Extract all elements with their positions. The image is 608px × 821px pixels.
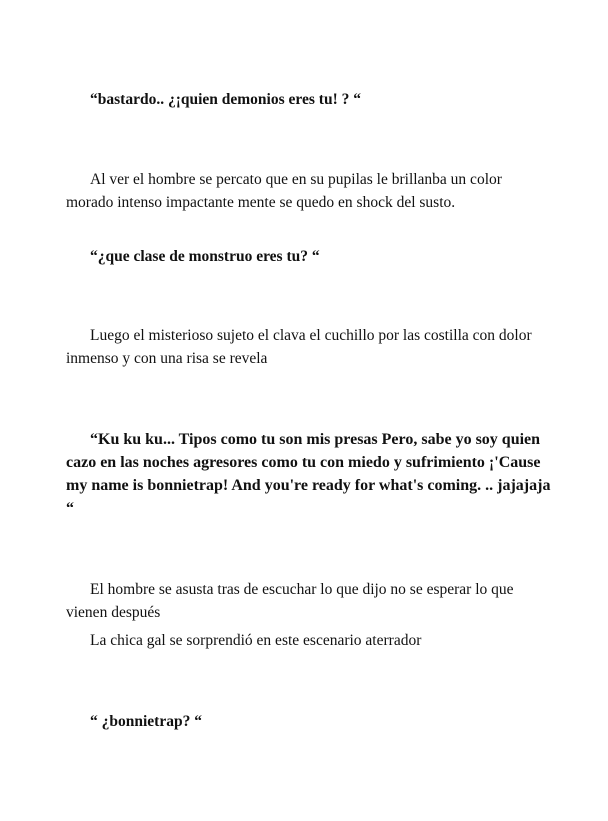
text-line: “¿que clase de monstruo eres tu? “ — [90, 248, 320, 265]
text-line: “ ¿bonnietrap? “ — [90, 713, 202, 730]
dialogue-paragraph-4 — [90, 710, 202, 733]
text-line: morado intenso impactante mente se quedo en shock del susto. — [66, 194, 456, 211]
dialogue-paragraph-1 — [90, 88, 361, 111]
narration-paragraph-3 — [66, 578, 514, 652]
narration-paragraph-1 — [66, 168, 502, 214]
text-line: cazo en las noches agresores como tu con miedo y sufrimiento ¡'Cause — [66, 454, 541, 471]
dialogue-paragraph-2 — [90, 245, 320, 268]
text-line: inmenso y con una risa se revela — [66, 350, 268, 367]
text-line: my name is bonnietrap! And you're ready for what's coming. .. jajajaja — [66, 477, 551, 494]
text-line: Luego el misterioso sujeto el clava el cuchillo por las costilla con dolor — [90, 327, 532, 344]
text-line: La chica gal se sorprendió en este escenario aterrador — [90, 632, 422, 649]
text-line: El hombre se asusta tras de escuchar lo que dijo no se esperar lo que — [90, 581, 514, 598]
text-line: “bastardo.. ¿¡quien demonios eres tu! ? “ — [90, 91, 361, 108]
narration-paragraph-2 — [66, 324, 532, 370]
text-line: “ — [66, 500, 74, 517]
text-line: “Ku ku ku... Tipos como tu son mis presas Pero, sabe yo soy quien — [90, 431, 541, 448]
text-line: Al ver el hombre se percato que en su pupilas le brillanba un color — [90, 171, 502, 188]
dialogue-paragraph-3 — [66, 428, 551, 520]
text-line: vienen después — [66, 604, 161, 621]
